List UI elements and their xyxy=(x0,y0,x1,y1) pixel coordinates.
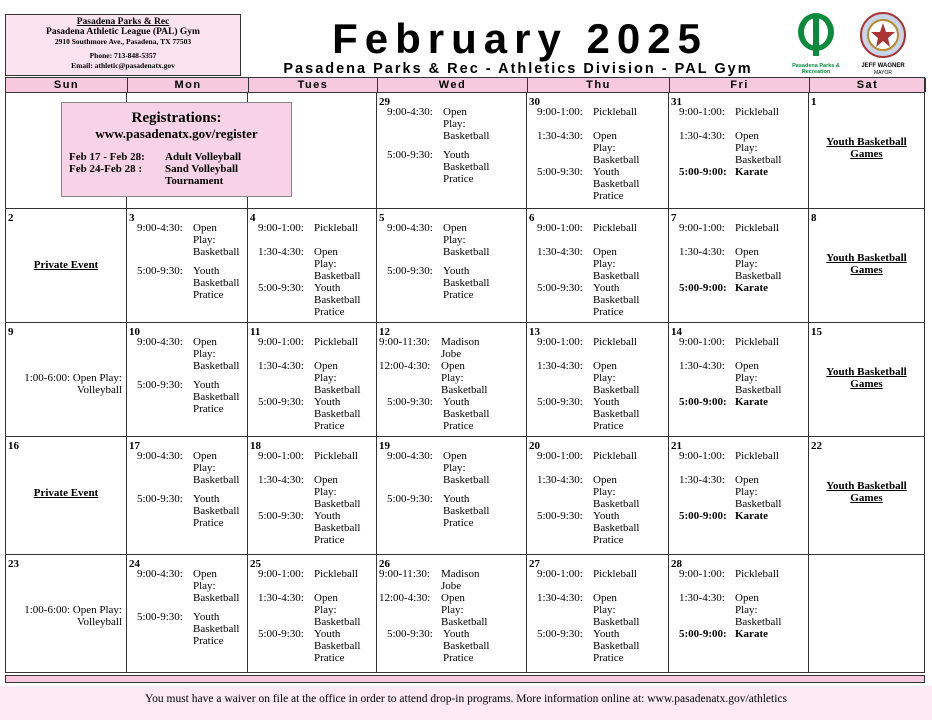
day-number: 9 xyxy=(8,326,14,338)
event-description: Open Play: Basketball xyxy=(193,450,240,486)
event-description: Karate xyxy=(735,166,768,178)
event-description: Pickleball xyxy=(314,450,358,462)
day-number: 17 xyxy=(129,440,140,452)
event-description: Pickleball xyxy=(314,222,358,234)
day-cell xyxy=(377,93,527,209)
day-number: 15 xyxy=(811,326,822,338)
event-description: Youth Basketball Pratice xyxy=(193,265,240,301)
page-subtitle: Pasadena Parks & Rec - Athletics Division - PAL Gym xyxy=(283,61,753,77)
weekday-mon: Mon xyxy=(128,78,249,92)
event-description: Madison Jobe xyxy=(441,336,480,360)
event-time: 9:00-11:30: xyxy=(379,336,430,348)
event-time: 5:00-9:30: xyxy=(387,628,433,640)
event-description: Pickleball xyxy=(735,336,779,348)
event-description: Youth Basketball Pratice xyxy=(593,166,640,202)
event-time: 5:00-9:30: xyxy=(387,149,433,161)
event-time: 5:00-9:30: xyxy=(137,611,183,623)
event-description: Open Play: Basketball xyxy=(441,360,488,396)
day-cell xyxy=(377,437,527,555)
weekday-sun: Sun xyxy=(6,78,128,92)
event-time: 5:00-9:00: xyxy=(679,628,727,640)
event-time: 1:30-4:30: xyxy=(679,246,725,258)
day-number: 12 xyxy=(379,326,390,338)
event-description: Open Play: Basketball xyxy=(735,130,782,166)
day-number: 16 xyxy=(8,440,19,452)
event-time: 5:00-9:30: xyxy=(258,396,304,408)
event-time: 5:00-9:30: xyxy=(137,265,183,277)
event-time: 5:00-9:30: xyxy=(537,510,583,522)
event-description: Open Play: Basketball xyxy=(735,592,782,628)
event-description: Open Play: Basketball xyxy=(314,474,361,510)
day-cell xyxy=(5,437,127,555)
event-description: Open Play: Basketball xyxy=(193,568,240,604)
event-time: 9:00-4:30: xyxy=(137,568,183,580)
org-phone: Phone: 713-848-5357 xyxy=(89,51,157,60)
event-description: Open Play: Basketball xyxy=(314,246,361,282)
event-time: 1:30-4:30: xyxy=(679,474,725,486)
event-time: 9:00-1:00: xyxy=(258,222,304,234)
day-number: 25 xyxy=(250,558,261,570)
event-time: 9:00-4:30: xyxy=(137,222,183,234)
day-cell xyxy=(527,93,669,209)
day-cell xyxy=(377,555,527,673)
day-number: 23 xyxy=(8,558,19,570)
event-time: 9:00-1:00: xyxy=(537,222,583,234)
parks-logo-caption: Pasadena Parks & Recreation xyxy=(792,63,840,75)
event-time: 5:00-9:00: xyxy=(679,166,727,178)
event-time: 5:00-9:30: xyxy=(537,396,583,408)
private-event-link[interactable]: Private Event xyxy=(33,259,99,271)
day-number: 21 xyxy=(671,440,682,452)
day-cell xyxy=(5,555,127,673)
event-description: Youth Basketball Pratice xyxy=(193,493,240,529)
event-time: 9:00-4:30: xyxy=(387,450,433,462)
event-time: 9:00-4:30: xyxy=(137,336,183,348)
event-description: Open Play: Basketball xyxy=(314,360,361,396)
event-description: Pickleball xyxy=(735,568,779,580)
day-cell xyxy=(127,437,248,555)
event-time: 1:30-4:30: xyxy=(679,592,725,604)
event-description: Youth Basketball Pratice xyxy=(443,628,490,664)
event-time: 5:00-9:30: xyxy=(258,510,304,522)
event-time: 9:00-1:00: xyxy=(258,568,304,580)
event-time: 1:30-4:30: xyxy=(679,130,725,142)
event-description: Pickleball xyxy=(593,336,637,348)
event-description: Open Play: Basketball xyxy=(735,360,782,396)
city-seal-logo xyxy=(850,12,916,80)
day-cell xyxy=(809,555,925,673)
event-time: 9:00-1:00: xyxy=(537,450,583,462)
event-time: 9:00-4:30: xyxy=(387,106,433,118)
day-number: 18 xyxy=(250,440,261,452)
page-title: February 2025 xyxy=(332,15,708,62)
registration-program: Adult Volleyball xyxy=(165,151,242,163)
day-cell xyxy=(127,323,248,437)
event-description: Madison Jobe xyxy=(441,568,480,592)
weekday-tues: Tues xyxy=(249,78,378,92)
event-description: Open Play: Basketball xyxy=(735,474,782,510)
org-info-box xyxy=(5,14,241,76)
event-time: 5:00-9:30: xyxy=(537,282,583,294)
parks-leaf-icon xyxy=(794,12,838,58)
event-time: 9:00-1:00: xyxy=(679,450,725,462)
day-number: 30 xyxy=(529,96,540,108)
event-time: 5:00-9:30: xyxy=(537,628,583,640)
day-number: 4 xyxy=(250,212,256,224)
org-email: Email: athletic@pasadenatx.gov xyxy=(71,61,175,70)
event-time: 5:00-9:00: xyxy=(679,396,727,408)
volleyball-event: 1:00-6:00: Open Play: Volleyball xyxy=(24,372,122,396)
event-description: Open Play: Basketball xyxy=(593,246,640,282)
event-description: Pickleball xyxy=(593,450,637,462)
event-time: 5:00-9:00: xyxy=(679,282,727,294)
event-description: Open Play: Basketball xyxy=(193,222,240,258)
parks-logo xyxy=(788,12,844,80)
event-description: Youth Basketball Pratice xyxy=(193,611,240,647)
event-description: Open Play: Basketball xyxy=(443,106,490,142)
event-description: Pickleball xyxy=(735,450,779,462)
org-address: 2910 Southmore Ave., Pasadena, TX 77503 xyxy=(54,37,192,46)
event-description: Youth Basketball Pratice xyxy=(314,510,361,546)
youth-basketball-link[interactable]: Youth Basketball Games xyxy=(826,366,907,390)
event-time: 5:00-9:30: xyxy=(387,396,433,408)
event-time: 9:00-1:00: xyxy=(679,336,725,348)
event-time: 9:00-1:00: xyxy=(679,222,725,234)
event-time: 1:30-4:30: xyxy=(258,474,304,486)
event-description: Open Play: Basketball xyxy=(441,592,488,628)
event-time: 1:30-4:30: xyxy=(258,360,304,372)
registration-dates: Feb 24-Feb 28 : xyxy=(69,163,143,175)
youth-basketball-link[interactable]: Youth Basketball Games xyxy=(826,136,907,160)
private-event-link[interactable]: Private Event xyxy=(33,487,99,499)
event-description: Open Play: Basketball xyxy=(443,450,490,486)
event-description: Open Play: Basketball xyxy=(593,360,640,396)
day-number: 31 xyxy=(671,96,682,108)
mayor-title: MAYOR xyxy=(874,70,892,76)
event-description: Youth Basketball Pratice xyxy=(443,396,490,432)
registration-program: Sand Volleyball xyxy=(165,163,239,175)
day-number: 29 xyxy=(379,96,390,108)
day-number: 26 xyxy=(379,558,390,570)
day-cell xyxy=(527,555,669,673)
day-cell xyxy=(5,323,127,437)
registration-program: Tournament xyxy=(165,175,224,187)
event-time: 5:00-9:30: xyxy=(137,493,183,505)
org-name: Pasadena Parks & Rec xyxy=(76,17,170,27)
event-time: 5:00-9:30: xyxy=(258,628,304,640)
event-time: 1:30-4:30: xyxy=(537,130,583,142)
day-cell xyxy=(527,323,669,437)
day-cell xyxy=(809,93,925,209)
day-cell xyxy=(527,209,669,323)
day-cell xyxy=(377,209,527,323)
day-cell xyxy=(248,323,377,437)
event-description: Youth Basketball Pratice xyxy=(314,396,361,432)
event-description: Youth Basketball Pratice xyxy=(443,493,490,529)
day-cell xyxy=(809,323,925,437)
event-description: Pickleball xyxy=(735,106,779,118)
weekday-header-row xyxy=(5,77,925,93)
day-number: 10 xyxy=(129,326,140,338)
event-time: 5:00-9:30: xyxy=(387,265,433,277)
registration-title: Registrations: xyxy=(131,110,222,126)
day-number: 1 xyxy=(811,96,817,108)
day-number: 3 xyxy=(129,212,135,224)
weekday-sat: Sat xyxy=(810,78,926,92)
event-time: 5:00-9:30: xyxy=(137,379,183,391)
event-description: Pickleball xyxy=(593,222,637,234)
day-number: 2 xyxy=(8,212,14,224)
youth-basketball-link[interactable]: Youth Basketball Games xyxy=(826,480,907,504)
event-description: Youth Basketball Pratice xyxy=(593,396,640,432)
event-time: 1:30-4:30: xyxy=(537,360,583,372)
event-description: Pickleball xyxy=(314,568,358,580)
day-number: 20 xyxy=(529,440,540,452)
event-description: Pickleball xyxy=(593,106,637,118)
event-time: 9:00-1:00: xyxy=(537,106,583,118)
event-time: 9:00-1:00: xyxy=(679,106,725,118)
day-cell xyxy=(669,323,809,437)
event-description: Youth Basketball Pratice xyxy=(314,628,361,664)
weekday-thu: Thu xyxy=(528,78,670,92)
event-description: Karate xyxy=(735,628,768,640)
weekday-fri: Fri xyxy=(670,78,810,92)
day-cell xyxy=(669,437,809,555)
weekday-wed: Wed xyxy=(378,78,528,92)
calendar-grid xyxy=(5,77,927,685)
mayor-name: JEFF WAGNER xyxy=(861,63,905,69)
event-time: 9:00-1:00: xyxy=(537,336,583,348)
event-time: 9:00-4:30: xyxy=(137,450,183,462)
event-time: 5:00-9:00: xyxy=(679,510,727,522)
registration-box xyxy=(61,102,292,197)
event-time: 9:00-11:30: xyxy=(379,568,430,580)
day-number: 7 xyxy=(671,212,677,224)
event-time: 1:30-4:30: xyxy=(258,592,304,604)
day-number: 22 xyxy=(811,440,822,452)
day-number: 13 xyxy=(529,326,540,338)
day-number: 24 xyxy=(129,558,140,570)
event-time: 5:00-9:30: xyxy=(258,282,304,294)
event-time: 9:00-1:00: xyxy=(258,450,304,462)
day-cell xyxy=(669,209,809,323)
day-number: 8 xyxy=(811,212,817,224)
event-description: Youth Basketball Pratice xyxy=(443,265,490,301)
event-description: Pickleball xyxy=(593,568,637,580)
event-description: Karate xyxy=(735,396,768,408)
registration-row xyxy=(62,163,291,175)
event-description: Youth Basketball Pratice xyxy=(443,149,490,185)
day-cell xyxy=(809,209,925,323)
event-time: 12:00-4:30: xyxy=(379,592,431,604)
event-description: Pickleball xyxy=(735,222,779,234)
event-time: 1:30-4:30: xyxy=(537,474,583,486)
event-time: 1:30-4:30: xyxy=(679,360,725,372)
event-description: Youth Basketball Pratice xyxy=(593,628,640,664)
event-time: 5:00-9:30: xyxy=(537,166,583,178)
day-number: 28 xyxy=(671,558,682,570)
gym-name: Pasadena Athletic League (PAL) Gym xyxy=(46,27,200,37)
event-description: Youth Basketball Pratice xyxy=(593,282,640,318)
day-cell xyxy=(248,209,377,323)
event-description: Open Play: Basketball xyxy=(443,222,490,258)
footer-note: You must have a waiver on file at the office in order to attend drop-in programs. More information online at: www.pasadenatx.gov/athletics xyxy=(144,693,788,705)
day-cell xyxy=(377,323,527,437)
day-number: 27 xyxy=(529,558,540,570)
event-time: 9:00-1:00: xyxy=(679,568,725,580)
day-number: 6 xyxy=(529,212,535,224)
event-description: Karate xyxy=(735,282,768,294)
event-time: 5:00-9:30: xyxy=(387,493,433,505)
event-time: 9:00-4:30: xyxy=(387,222,433,234)
event-description: Youth Basketball Pratice xyxy=(593,510,640,546)
day-cell xyxy=(5,209,127,323)
day-cell xyxy=(248,437,377,555)
day-number: 14 xyxy=(671,326,682,338)
day-cell xyxy=(809,437,925,555)
calendar-bottom-bar xyxy=(5,675,925,683)
registration-list xyxy=(62,151,291,187)
event-description: Open Play: Basketball xyxy=(593,474,640,510)
day-cell xyxy=(127,209,248,323)
registration-row xyxy=(62,151,291,163)
event-description: Youth Basketball Pratice xyxy=(193,379,240,415)
event-time: 1:30-4:30: xyxy=(537,246,583,258)
day-cell xyxy=(248,555,377,673)
registration-url[interactable]: www.pasadenatx.gov/register xyxy=(95,126,258,141)
event-time: 1:30-4:30: xyxy=(537,592,583,604)
day-cell xyxy=(669,555,809,673)
volleyball-event: 1:00-6:00: Open Play: Volleyball xyxy=(24,604,122,628)
event-description: Open Play: Basketball xyxy=(593,130,640,166)
day-number: 19 xyxy=(379,440,390,452)
day-cell xyxy=(527,437,669,555)
registration-dates: Feb 17 - Feb 28: xyxy=(69,151,145,163)
event-description: Pickleball xyxy=(314,336,358,348)
event-description: Open Play: Basketball xyxy=(735,246,782,282)
city-seal-icon xyxy=(857,12,909,58)
day-number: 11 xyxy=(250,326,261,338)
event-time: 12:00-4:30: xyxy=(379,360,431,372)
event-description: Open Play: Basketball xyxy=(193,336,240,372)
event-description: Open Play: Basketball xyxy=(314,592,361,628)
youth-basketball-link[interactable]: Youth Basketball Games xyxy=(826,252,907,276)
event-description: Karate xyxy=(735,510,768,522)
day-cell xyxy=(127,555,248,673)
event-description: Youth Basketball Pratice xyxy=(314,282,361,318)
event-time: 9:00-1:00: xyxy=(258,336,304,348)
event-time: 1:30-4:30: xyxy=(258,246,304,258)
day-cell xyxy=(669,93,809,209)
event-description: Open Play: Basketball xyxy=(593,592,640,628)
event-time: 9:00-1:00: xyxy=(537,568,583,580)
registration-row xyxy=(62,175,291,187)
day-number: 5 xyxy=(379,212,385,224)
